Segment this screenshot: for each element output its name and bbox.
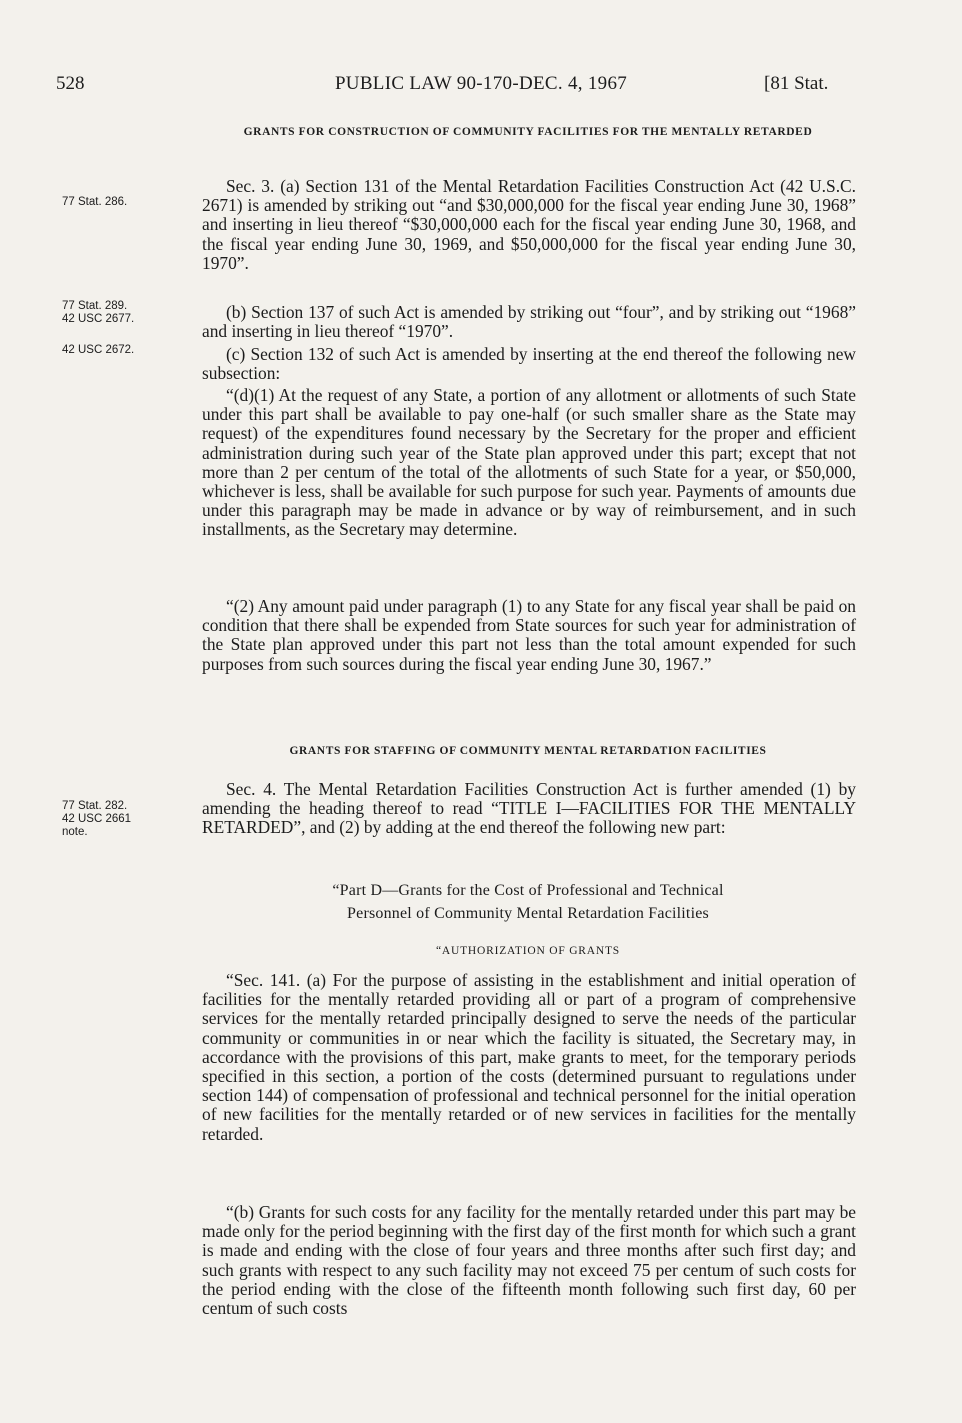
section-3-paragraph-d2: “(2) Any amount paid under paragraph (1) to any State for any fiscal year shall be paid on condition that there shall be expended from State sources for such year for administration of the State plan approved under this part not less than the total amount expended for such purposes from such sources during the fiscal year ending June 30, 1967.” bbox=[202, 596, 856, 674]
part-d-heading-line-1: “Part D—Grants for the Cost of Professional and Technical bbox=[332, 882, 724, 899]
section-4-heading: GRANTS FOR STAFFING OF COMMUNITY MENTAL RETARDATION FACILITIES bbox=[289, 745, 767, 757]
section-3-paragraph-d1: “(d)(1) At the request of any State, a portion of any allotment or allotments of such State under this part shall be available to pay one-half (or such smaller share as the State may request) of the expenditures found necessary by the Secretary for the proper and efficient administration during such year of the State plan approved under this part; except that not more than 2 per centum of the total of the allotments of such State for a year, or $50,000, whichever is less, shall be available for such purpose for such year. Payments of amounts due under this paragraph may be made in advance or by way of reimbursement, and in such installments, as the Secretary may determine. bbox=[202, 385, 856, 540]
section-3-paragraph-a: Sec. 3. (a) Section 131 of the Mental Retardation Facilities Construction Act (42 U.S.C. 2671) is amended by striking out “and $30,000,000 for the fiscal year ending June 30, 1968” and inserting in lieu thereof “$30,000,000 each for the fiscal year ending June 30, 1968, and the fiscal year ending June 30, 1969, and $50,000,000 for the fiscal year ending June 30, 1970”. bbox=[202, 176, 856, 273]
margin-note-77-stat-286: 77 Stat. 286. bbox=[62, 196, 128, 208]
page-number: 528 bbox=[56, 73, 85, 94]
statute-reference: [81 Stat. bbox=[764, 73, 829, 94]
margin-note-42-usc-2677: 77 Stat. 289. 42 USC 2677. bbox=[62, 300, 135, 325]
running-title: PUBLIC LAW 90-170-DEC. 4, 1967 bbox=[334, 73, 628, 94]
part-d-heading-line-2: Personnel of Community Mental Retardation Facilities bbox=[347, 905, 709, 922]
section-3-paragraph-c: (c) Section 132 of such Act is amended by inserting at the end thereof the following new subsection: bbox=[202, 344, 856, 384]
section-141-paragraph-a: “Sec. 141. (a) For the purpose of assisting in the establishment and initial operation of facilities for the mentally retarded providing all or part of a program of comprehensive services for the mentally retarded principally designed to serve the needs of the particular community or communities in or near which the facility is situated, the Secretary may, in accordance with the provisions of this part, make grants to meet, for the temporary periods specified in this section, a portion of the costs (determined pursuant to regulations under section 144) of compensation of professional and technical personnel for the initial operation of new facilities for the mentally retarded or of new services in facilities for the mentally retarded. bbox=[202, 970, 856, 1144]
authorization-of-grants-heading: “AUTHORIZATION OF GRANTS bbox=[435, 945, 621, 957]
section-141-paragraph-b: “(b) Grants for such costs for any facility for the mentally retarded under this part may be made only for the period beginning with the first day of the first month for which such a grant is made and ending with the close of four years and three months after such first day; and such grants with respect to any such facility may not exceed 75 per centum of such costs for the period ending with the close of the fifteenth month following such first day, 60 per centum of such costs bbox=[202, 1202, 856, 1319]
section-3-heading: GRANTS FOR CONSTRUCTION OF COMMUNITY FACILITIES FOR THE MENTALLY RETARDED bbox=[243, 126, 813, 138]
margin-note-42-usc-2672: 42 USC 2672. bbox=[62, 344, 135, 356]
section-3-paragraph-b: (b) Section 137 of such Act is amended by striking out “four”, and by striking out “1968” and inserting in lieu thereof “1970”. bbox=[202, 302, 856, 342]
section-4-paragraph: Sec. 4. The Mental Retardation Facilities Construction Act is further amended (1) by amending the heading thereof to read “TITLE I—FACILITIES FOR THE MENTALLY RETARDED”, and (2) by adding at the end thereof the following new part: bbox=[202, 779, 856, 838]
margin-note-42-usc-2661: 77 Stat. 282. 42 USC 2661 note. bbox=[62, 800, 132, 838]
